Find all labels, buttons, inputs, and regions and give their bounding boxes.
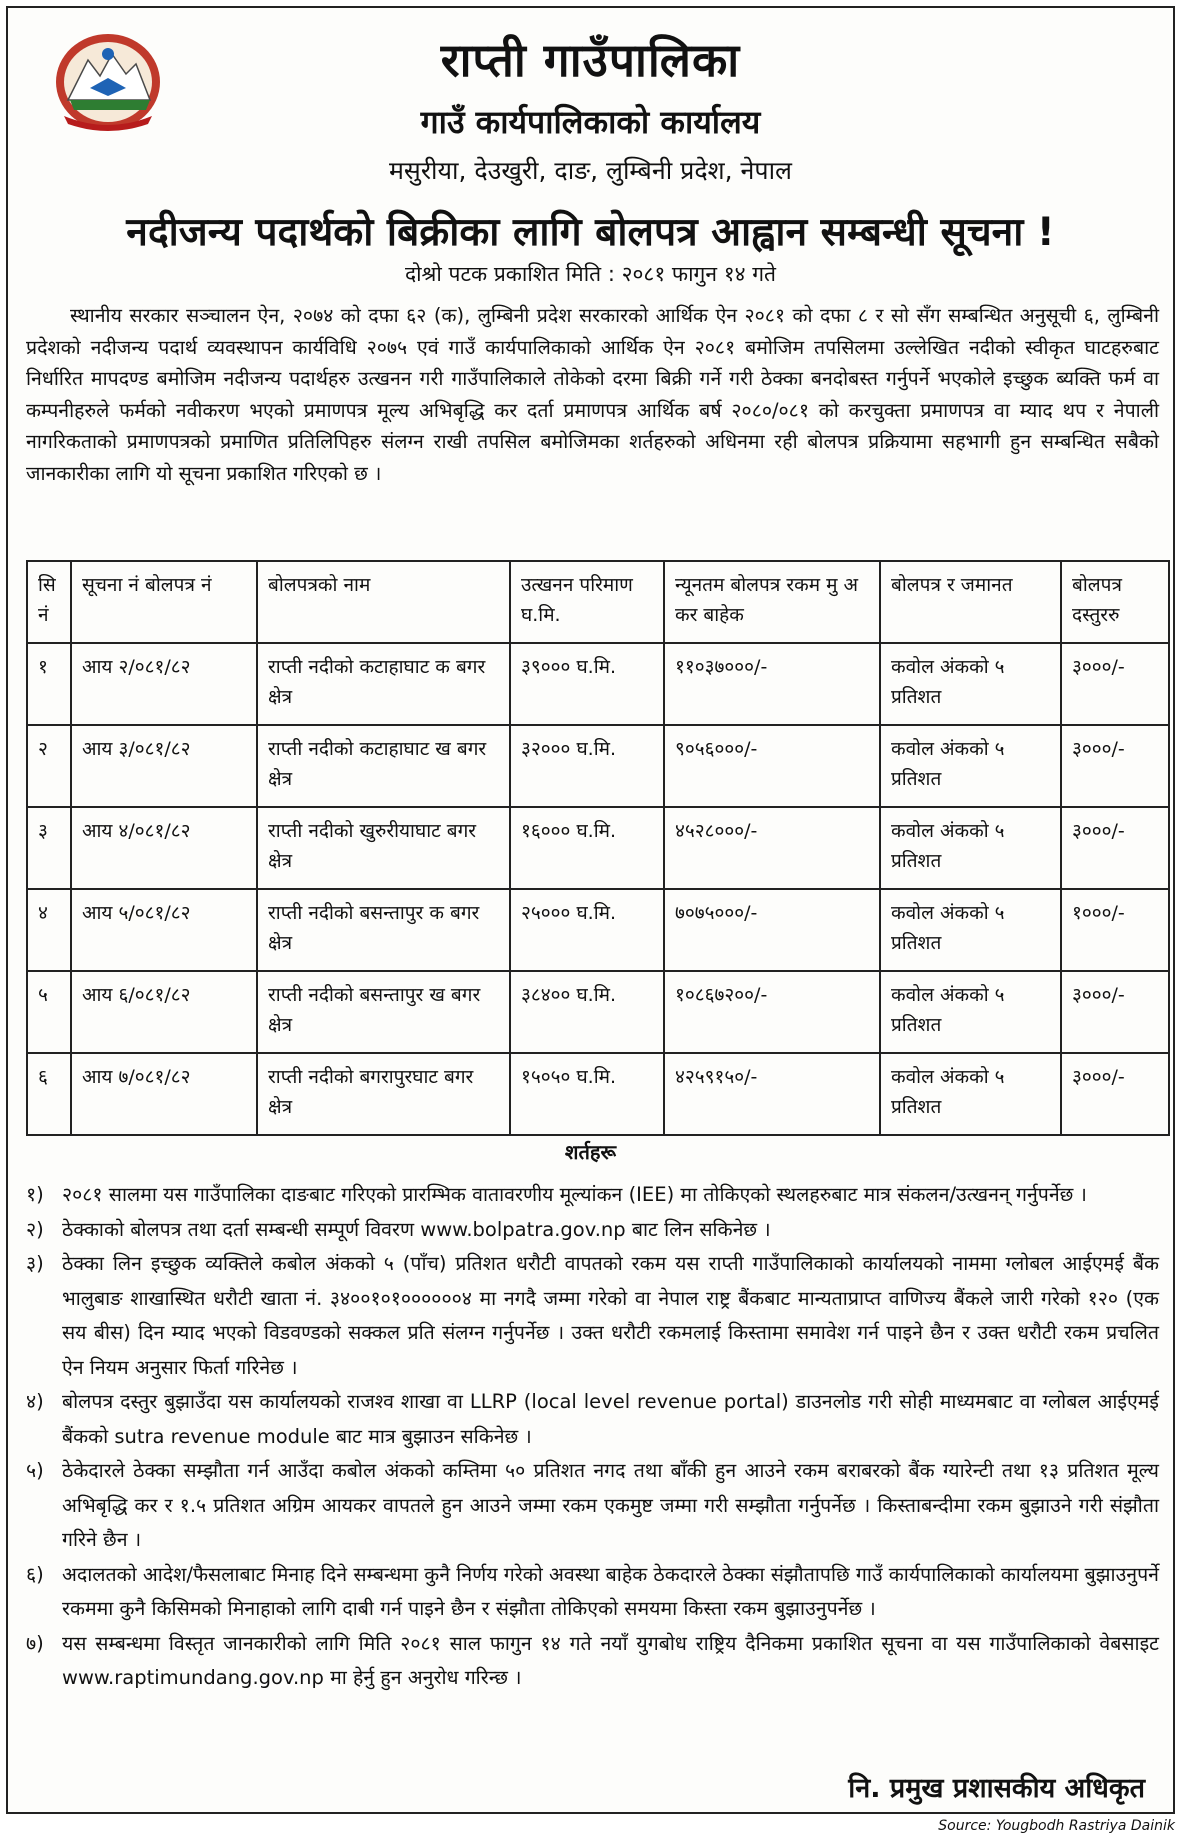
table-cell: कवोल अंकको ५ प्रतिशत <box>880 1053 1061 1135</box>
table-row <box>27 889 1169 971</box>
condition-number: ७) <box>26 1631 44 1655</box>
col-header: उत्खनन परिमाण घ.मि. <box>510 561 664 643</box>
condition-item <box>26 1627 1159 1696</box>
notice-page <box>6 6 1175 1814</box>
table-cell: कवोल अंकको ५ प्रतिशत <box>880 807 1061 889</box>
condition-item <box>26 1213 1159 1248</box>
col-header: सूचना नं बोलपत्र नं <box>71 561 257 643</box>
table-cell: ३ <box>27 807 71 889</box>
table-cell: कवोल अंकको ५ प्रतिशत <box>880 889 1061 971</box>
table-cell: ३०००/- <box>1061 807 1169 889</box>
table-cell: ३२००० घ.मि. <box>510 725 664 807</box>
table-cell: २५००० घ.मि. <box>510 889 664 971</box>
table-cell: ९०५६०००/- <box>664 725 880 807</box>
table-cell: ४२५९१५०/- <box>664 1053 880 1135</box>
condition-item <box>26 1385 1159 1454</box>
notice-title: नदीजन्य पदार्थको बिक्रीका लागि बोलपत्र आह्वान सम्बन्धी सूचना ! <box>126 210 1055 255</box>
table-cell: राप्ती नदीको बसन्तापुर ख बगर क्षेत्र <box>257 971 510 1053</box>
table-cell: ३९००० घ.मि. <box>510 643 664 725</box>
table-cell: १५०५० घ.मि. <box>510 1053 664 1135</box>
table-row <box>27 807 1169 889</box>
table-cell: ३०००/- <box>1061 1053 1169 1135</box>
condition-number: ५) <box>26 1459 44 1482</box>
col-header: न्यूनतम बोलपत्र रकम मु अ कर बाहेक <box>664 561 880 643</box>
table-cell: ६ <box>27 1053 71 1135</box>
conditions-title: शर्तहरू <box>564 1140 617 1164</box>
condition-text: ठेक्का लिन इच्छुक व्यक्तिले कबोल अंकको ५ (पाँच) प्रतिशत धरौटी वापतको रकम यस राप्ती गाउँपालिकाको कार्यालयको नाममा ग्लोबल आईएमई बैंक भालुबाङ शाखास्थित धरौटी खाता नं. ३४००१०१००००००४ मा नगदै जम्मा गरेको वा नेपाल राष्ट्र बैंकबाट मान्यताप्राप्त वाणिज्य बैंकले जारी गरेको १२० (एक सय बीस) दिन म्याद भएको विडवण्डको सक्कल प्रति संलग्न गर्नुपर्नेछ । उक्त धरौटी रकमलाई किस्तामा समावेश गर्न पाइने छैन र उक्त धरौटी रकम प्रचलित ऐन नियम अनुसार फिर्ता गरिनेछ । <box>62 1252 1159 1379</box>
col-header: बोलपत्र र जमानत <box>880 561 1061 643</box>
table-cell: कवोल अंकको ५ प्रतिशत <box>880 971 1061 1053</box>
table-cell: ३०००/- <box>1061 643 1169 725</box>
condition-text: ठेकेदारले ठेक्का सम्झौता गर्न आउँदा कबोल अंकको कम्तिमा ५० प्रतिशत नगद तथा बाँकी हुन आउने रकम बराबरको बैंक ग्यारेन्टी तथा १३ प्रतिशत मूल्य अभिबृद्धि कर र १.५ प्रतिशत अग्रिम आयकर वापतले हुन आउने जम्मा रकम एकमुष्ट जम्मा गरी सम्झौता गर्नुपर्नेछ । किस्ताबन्दीमा रकम बुझाउने गरी संझौता गरिने छैन । <box>62 1459 1159 1551</box>
conditions-list <box>26 1178 1159 1696</box>
intro-paragraph: स्थानीय सरकार सञ्चालन ऐन, २०७४ को दफा ६२ (क), लुम्बिनी प्रदेश सरकारको आर्थिक ऐन २०८१ को दफा ८ र सो सँग सम्बन्धित अनुसूची ६, लुम्बिनी प्रदेशको नदीजन्य पदार्थ व्यवस्थापन कार्यविधि २०७५ एवं गाउँ कार्यपालिकाको आर्थिक ऐन २०८१ बमोजिम तपसिलमा उल्लेखित नदीको स्वीकृत घाटहरुबाट निर्धारित मापदण्ड बमोजिम नदीजन्य पदार्थहरु उत्खनन गरी गाउँपालिकाले तोकेको दरमा बिक्री गर्ने गरी ठेक्का बनदोबस्त गर्नुपर्ने भएकोले इच्छुक ब्यक्ति फर्म वा कम्पनीहरुले फर्मको नवीकरण भएको प्रमाणपत्र मूल्य अभिबृद्धि कर दर्ता प्रमाणपत्र आर्थिक बर्ष २०८०/०८१ को करचुक्ता प्रमाणपत्र वा म्याद थप र नेपाली नागरिकताको प्रमाणपत्रको प्रमाणित प्रतिलिपिहरु संलग्न राखी तपसिल बमोजिमका शर्तहरुको अधिनमा रही बोलपत्र प्रक्रियामा सहभागी हुन सम्बन्धित सबैको जानकारीका लागि यो सूचना प्रकाशित गरिएको छ । <box>26 304 1159 485</box>
table-cell: आय ३/०८१/८२ <box>71 725 257 807</box>
table-cell: ४५२८०००/- <box>664 807 880 889</box>
published-date: दोश्रो पटक प्रकाशित मिति : २०८१ फागुन १४ गते <box>404 262 777 286</box>
condition-item <box>26 1178 1159 1213</box>
table-cell: ११०३७०००/- <box>664 643 880 725</box>
table-cell: १०८६७२००/- <box>664 971 880 1053</box>
table-cell: २ <box>27 725 71 807</box>
table-cell: आय ५/०८१/८२ <box>71 889 257 971</box>
table-cell: आय २/०८१/८२ <box>71 643 257 725</box>
table-row <box>27 1053 1169 1135</box>
table-cell: १६००० घ.मि. <box>510 807 664 889</box>
table-cell: आय ७/०८१/८२ <box>71 1053 257 1135</box>
office-title: गाउँ कार्यपालिकाको कार्यालय <box>420 103 761 141</box>
table-cell: ४ <box>27 889 71 971</box>
condition-text: यस सम्बन्धमा विस्तृत जानकारीको लागि मिति २०८१ साल फागुन १४ गते नयाँ युगबोध राष्ट्रिय दैनिकमा प्रकाशित सूचना वा यस गाउँपालिकाको वेबसाइट www.raptimundang.gov.np मा हेर्नु हुन अनुरोध गरिन्छ । <box>62 1631 1159 1689</box>
table-cell: राप्ती नदीको बगरापुरघाट बगर क्षेत्र <box>257 1053 510 1135</box>
table-cell: कवोल अंकको ५ प्रतिशत <box>880 725 1061 807</box>
condition-text: अदालतको आदेश/फैसलाबाट मिनाह दिने सम्बन्धमा कुनै निर्णय गरेको अवस्था बाहेक ठेकदारले ठेक्का संझौतापछि गाउँ कार्यपालिकाको कार्यालयमा बुझाउनुपर्ने रकममा कुनै किसिमको मिनाहाको लागि दाबी गर्न पाइने छैन र संझौता तोकिएको समयमा किस्ता रकम बुझाउनुपर्नेछ । <box>62 1562 1159 1620</box>
table-header-row <box>27 561 1169 643</box>
condition-text: ठेक्काको बोलपत्र तथा दर्ता सम्बन्धी सम्पूर्ण विवरण www.bolpatra.gov.np बाट लिन सकिनेछ । <box>62 1217 771 1241</box>
table-cell: राप्ती नदीको कटाहाघाट ख बगर क्षेत्र <box>257 725 510 807</box>
table-cell: ७०७५०००/- <box>664 889 880 971</box>
condition-number: ६) <box>26 1562 44 1586</box>
col-header: बोलपत्र दस्तुररु <box>1061 561 1169 643</box>
table-cell: १ <box>27 643 71 725</box>
table-cell: ३८४०० घ.मि. <box>510 971 664 1053</box>
condition-number: ४) <box>26 1390 44 1413</box>
table-cell: ३०००/- <box>1061 725 1169 807</box>
table-cell: कवोल अंकको ५ प्रतिशत <box>880 643 1061 725</box>
table-cell: ३०००/- <box>1061 971 1169 1053</box>
condition-item <box>26 1247 1159 1385</box>
table-cell: राप्ती नदीको खुरुरीयाघाट बगर क्षेत्र <box>257 807 510 889</box>
table-cell: आय ६/०८१/८२ <box>71 971 257 1053</box>
signatory: नि. प्रमुख प्रशासकीय अधिकृत <box>848 1773 1145 1804</box>
condition-text: बोलपत्र दस्तुर बुझाउँदा यस कार्यालयको राजश्व शाखा वा LLRP (local level revenue portal) डाउनलोड गरी सोही माध्यमबाट वा ग्लोबल आईएमई बैंकको sutra revenue module बाट मात्र बुझाउन सकिनेछ । <box>62 1390 1159 1448</box>
condition-number: २) <box>26 1217 44 1241</box>
col-header: सि नं <box>27 561 71 643</box>
condition-item <box>26 1558 1159 1627</box>
col-header: बोलपत्रको नाम <box>257 561 510 643</box>
table-cell: ५ <box>27 971 71 1053</box>
address: मसुरीया, देउखुरी, दाङ, लुम्बिनी प्रदेश, नेपाल <box>388 156 793 185</box>
condition-item <box>26 1454 1159 1558</box>
table-cell: आय ४/०८१/८२ <box>71 807 257 889</box>
source-credit: Source: Yougbodh Rastriya Dainik <box>938 1818 1175 1834</box>
table-cell: राप्ती नदीको बसन्तापुर क बगर क्षेत्र <box>257 889 510 971</box>
municipality-title: राप्ती गाउँपालिका <box>440 33 741 87</box>
table-row <box>27 725 1169 807</box>
table-cell: १०००/- <box>1061 889 1169 971</box>
table-cell: राप्ती नदीको कटाहाघाट क बगर क्षेत्र <box>257 643 510 725</box>
tender-table <box>26 560 1170 1136</box>
condition-number: १) <box>26 1183 44 1206</box>
table-row <box>27 971 1169 1053</box>
condition-number: ३) <box>26 1252 44 1275</box>
condition-text: २०८१ सालमा यस गाउँपालिका दाङबाट गरिएको प्रारम्भिक वातावरणीय मूल्यांकन (IEE) मा तोकिएको स्थलहरुबाट मात्र संकलन/उत्खनन् गर्नुपर्नेछ । <box>62 1183 1087 1206</box>
table-row <box>27 643 1169 725</box>
